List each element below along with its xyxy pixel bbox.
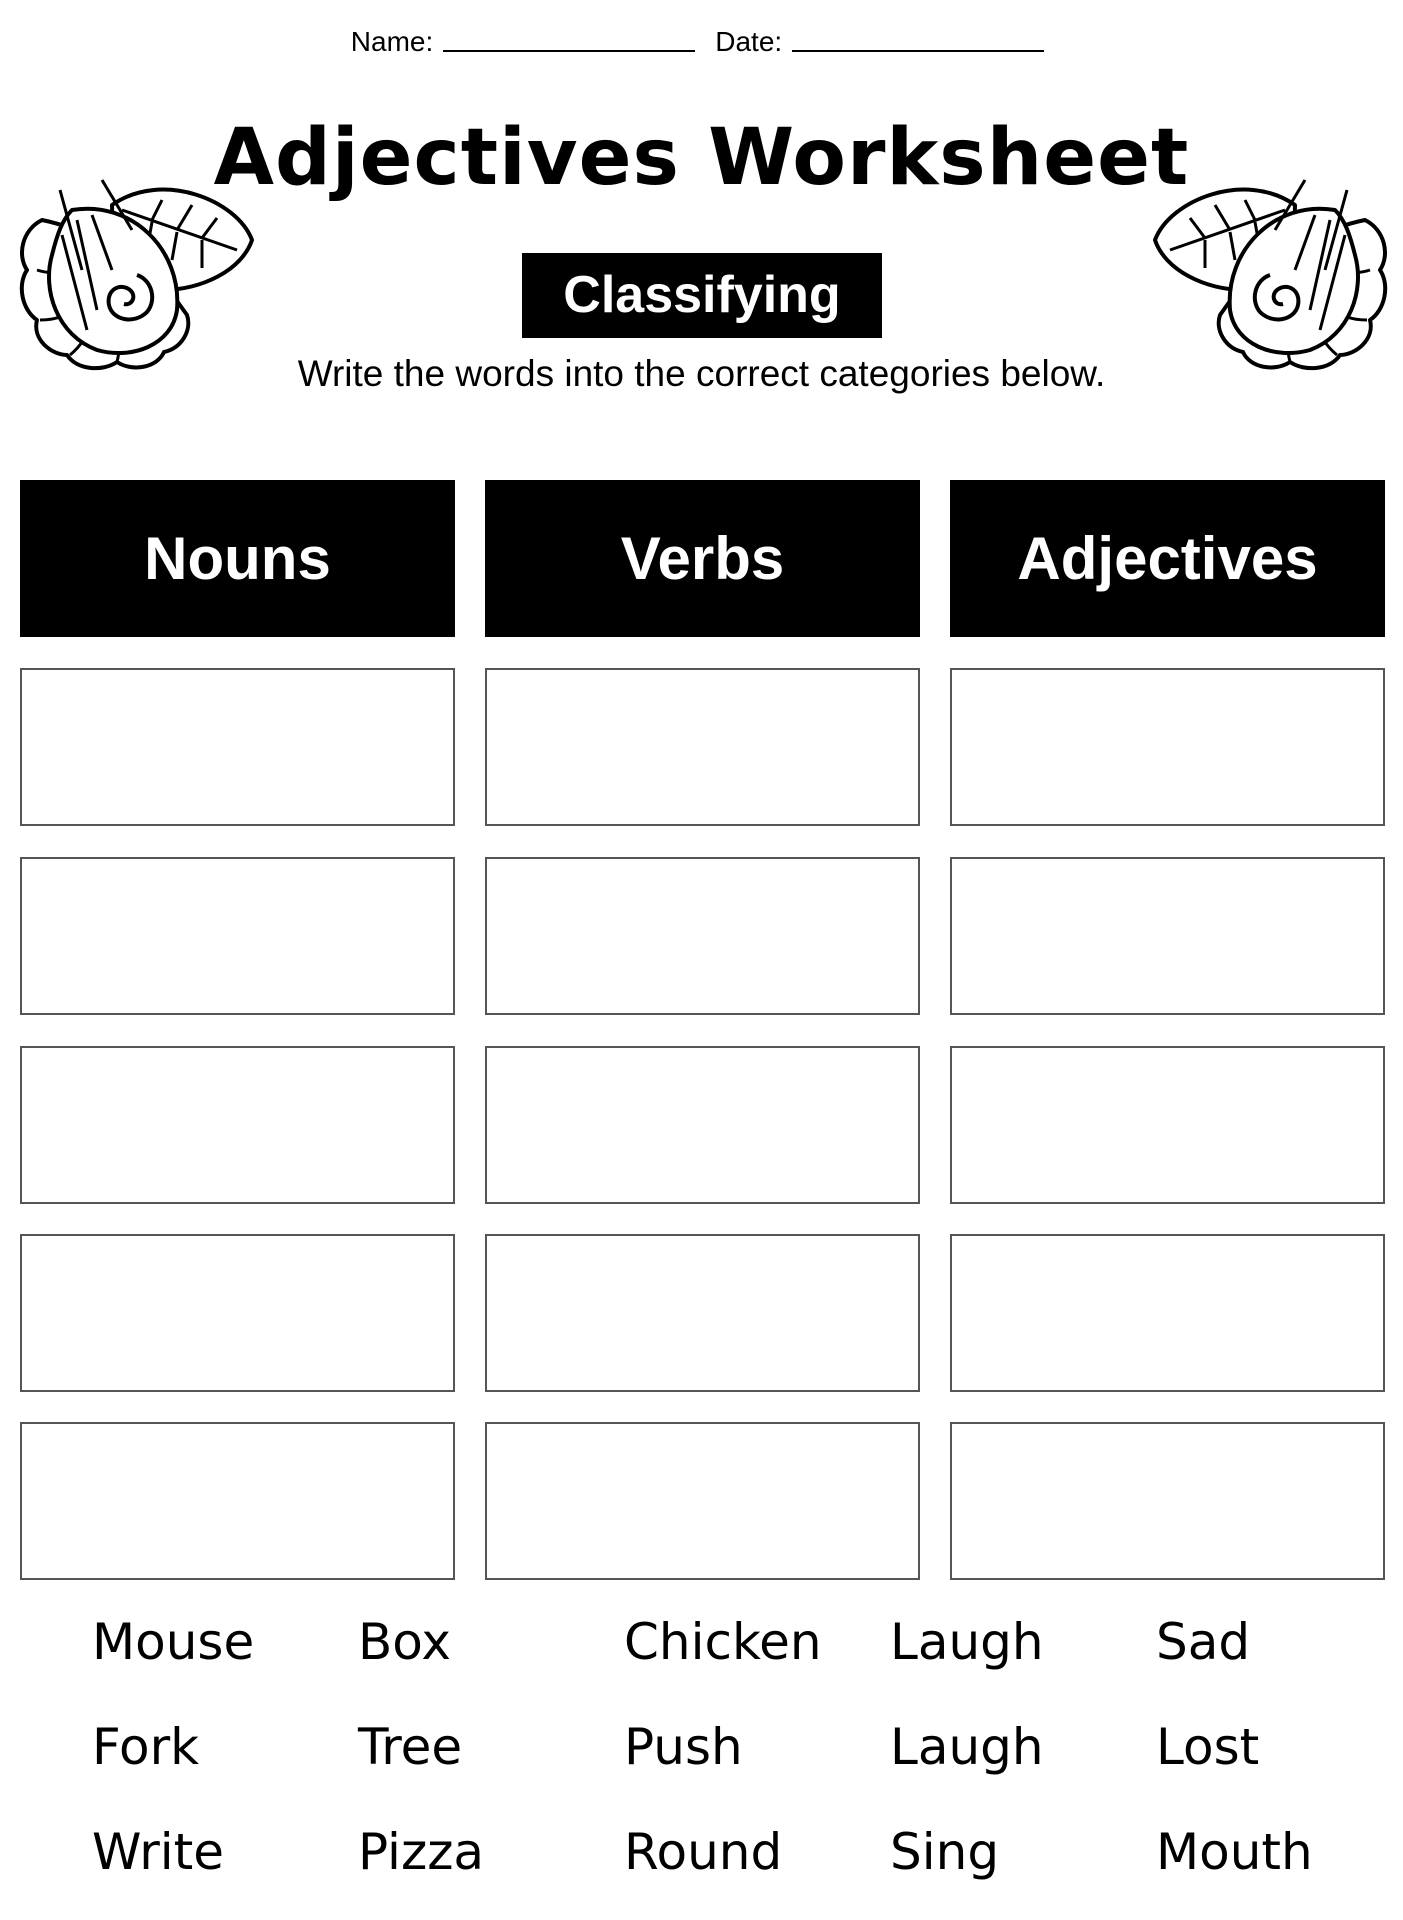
word-bank-item: Mouth	[1156, 1823, 1313, 1881]
word-bank-item: Tree	[358, 1718, 463, 1776]
column-header-verbs: Verbs	[485, 480, 920, 637]
answer-box[interactable]	[20, 1234, 455, 1392]
word-bank-item: Sad	[1156, 1613, 1251, 1671]
word-bank-item: Laugh	[890, 1718, 1044, 1776]
word-bank-item: Chicken	[624, 1613, 822, 1671]
answer-box[interactable]	[950, 1234, 1385, 1392]
word-bank-item: Push	[624, 1718, 743, 1776]
subtitle-badge: Classifying	[522, 253, 882, 338]
word-bank-item: Box	[358, 1613, 451, 1671]
answer-box[interactable]	[485, 857, 920, 1015]
column-header-nouns: Nouns	[20, 480, 455, 637]
answer-box[interactable]	[20, 1422, 455, 1580]
answer-box[interactable]	[950, 1422, 1385, 1580]
answer-box[interactable]	[950, 857, 1385, 1015]
column-header-adjectives: Adjectives	[950, 480, 1385, 637]
word-bank-item: Laugh	[890, 1613, 1044, 1671]
word-bank-item: Fork	[92, 1718, 200, 1776]
word-bank-item: Write	[92, 1823, 225, 1881]
date-field[interactable]	[792, 30, 1044, 52]
name-date-line	[0, 26, 1403, 58]
answer-box[interactable]	[485, 1422, 920, 1580]
word-bank-item: Round	[624, 1823, 783, 1881]
word-bank-item: Lost	[1156, 1718, 1260, 1776]
answer-box[interactable]	[950, 668, 1385, 826]
word-bank-item: Pizza	[358, 1823, 485, 1881]
answer-box[interactable]	[485, 1234, 920, 1392]
answer-box[interactable]	[485, 1046, 920, 1204]
snail-leaf-icon	[12, 160, 257, 375]
answer-box[interactable]	[20, 668, 455, 826]
date-label: Date:	[715, 26, 783, 57]
answer-box[interactable]	[20, 857, 455, 1015]
name-label: Name:	[350, 26, 434, 57]
word-bank-item: Sing	[890, 1823, 1000, 1881]
snail-leaf-icon	[1150, 160, 1395, 375]
instruction-text: Write the words into the correct categories below.	[297, 353, 1106, 394]
page-title: Adjectives Worksheet	[213, 113, 1190, 203]
answer-box[interactable]	[485, 668, 920, 826]
answer-box[interactable]	[950, 1046, 1385, 1204]
answer-box[interactable]	[20, 1046, 455, 1204]
word-bank-item: Mouse	[92, 1613, 255, 1671]
name-field[interactable]	[443, 30, 695, 52]
